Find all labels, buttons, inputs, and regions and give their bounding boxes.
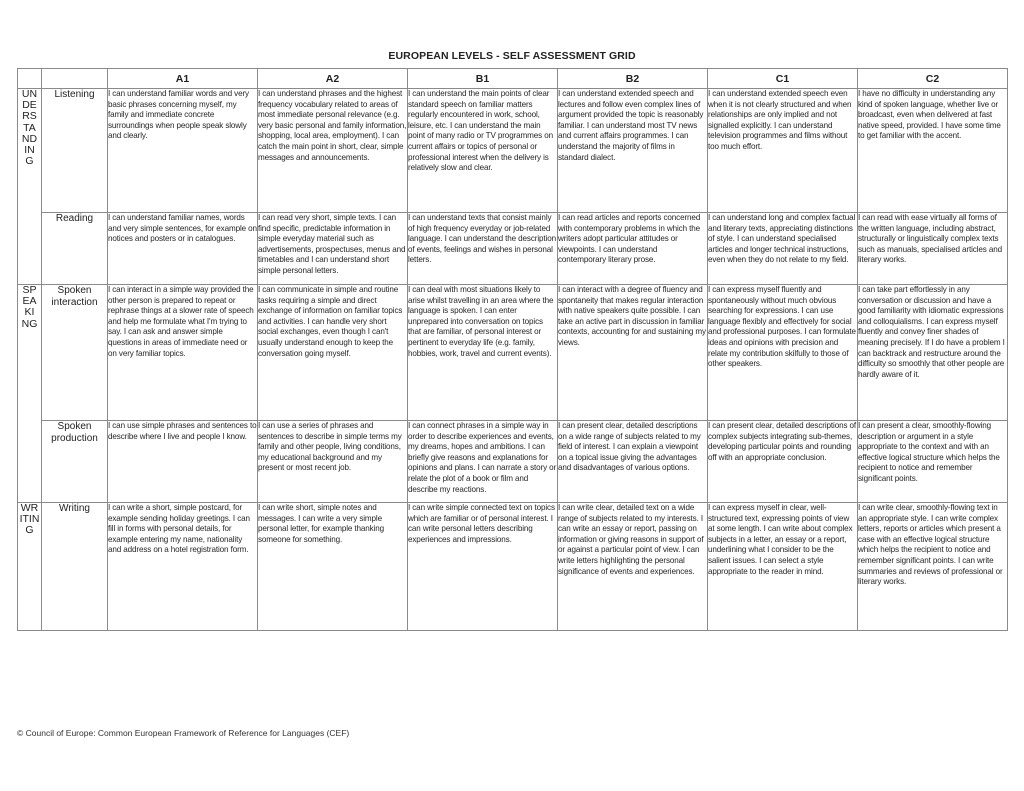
level-header-a1: A1 xyxy=(108,69,258,89)
level-header-c1: C1 xyxy=(708,69,858,89)
level-header-a2: A2 xyxy=(258,69,408,89)
cell-writing-b2: I can write clear, detailed text on a wide range of subjects related to my interests. I can write an essay or report, passing on information or giving reasons in support of or against a particular point of view. I can write letters highlighting the personal significance of events and experiences. xyxy=(558,503,708,631)
cell-reading-c2: I can read with ease virtually all forms of the written language, including abstract, structurally or linguistically complex texts such as manuals, specialised articles and literary works. xyxy=(858,213,1008,285)
level-header-c2: C2 xyxy=(858,69,1008,89)
cell-production-c2: I can present a clear, smoothly-flowing description or argument in a style appropriate to the context and with an effective logical structure which helps the recipient to notice and remember significant points. xyxy=(858,421,1008,503)
cell-reading-b2: I can read articles and reports concerned with contemporary problems in which the writers adopt particular attitudes or viewpoints. I can understand contemporary literary prose. xyxy=(558,213,708,285)
cell-listening-c1: I can understand extended speech even when it is not clearly structured and when relationships are only implied and not signalled explicitly. I can understand television programmes and films without too much effort. xyxy=(708,89,858,213)
cell-listening-a1: I can understand familiar words and very basic phrases concerning myself, my family and immediate concrete surroundings when people speak slowly and clearly. xyxy=(108,89,258,213)
cell-writing-a2: I can write short, simple notes and messages. I can write a very simple personal letter, for example thanking someone for something. xyxy=(258,503,408,631)
cell-reading-a1: I can understand familiar names, words and very simple sentences, for example on notices and posters or in catalogues. xyxy=(108,213,258,285)
group-label-writing xyxy=(18,503,42,631)
corner-cell xyxy=(42,69,108,89)
self-assessment-grid xyxy=(17,68,1008,631)
skill-label-listening: Listening xyxy=(42,89,108,213)
table-row xyxy=(18,421,1008,503)
cell-production-b2: I can present clear, detailed descriptions on a wide range of subjects related to my field of interest. I can explain a viewpoint on a topical issue giving the advantages and disadvantages of various options. xyxy=(558,421,708,503)
cell-writing-c1: I can express myself in clear, well-structured text, expressing points of view at some length. I can write about complex subjects in a letter, an essay or a report, underlining what I consider to be the salient issues. I can select a style appropriate to the reader in mind. xyxy=(708,503,858,631)
group-label-text: UNDERSTANDING xyxy=(21,88,38,168)
cell-interaction-a1: I can interact in a simple way provided the other person is prepared to repeat or rephrase things at a slower rate of speech and help me formulate what I'm trying to say. I can ask and answer simple questions in areas of immediate need or on very familiar topics. xyxy=(108,285,258,421)
cell-reading-c1: I can understand long and complex factual and literary texts, appreciating distinctions of style. I can understand specialised articles and longer technical instructions, even when they do not relate to my field. xyxy=(708,213,858,285)
cell-interaction-c2: I can take part effortlessly in any conversation or discussion and have a good familiarity with idiomatic expressions and colloquialisms. I can express myself fluently and convey finer shades of meaning precisely. If I do have a problem I can backtrack and restructure around the difficulty so smoothly that other people are hardly aware of it. xyxy=(858,285,1008,421)
group-label-understanding xyxy=(18,89,42,285)
group-label-text: WRITING xyxy=(19,502,40,537)
cell-writing-a1: I can write a short, simple postcard, for example sending holiday greetings. I can fill in forms with personal details, for example entering my name, nationality and address on a hotel registration form. xyxy=(108,503,258,631)
table-row xyxy=(18,89,1008,213)
cell-listening-b2: I can understand extended speech and lectures and follow even complex lines of argument provided the topic is reasonably familiar. I can understand most TV news and current affairs programmes. I can understand the majority of films in standard dialect. xyxy=(558,89,708,213)
skill-label-writing: Writing xyxy=(42,503,108,631)
cell-production-c1: I can present clear, detailed descriptions of complex subjects integrating sub-themes, developing particular points and rounding off with an appropriate conclusion. xyxy=(708,421,858,503)
header-row xyxy=(18,69,1008,89)
group-label-speaking xyxy=(18,285,42,503)
level-header-b1: B1 xyxy=(408,69,558,89)
cell-listening-c2: I have no difficulty in understanding any kind of spoken language, whether live or broadcast, even when delivered at fast native speed, provided. I have some time to get familiar with the accent. xyxy=(858,89,1008,213)
table-row xyxy=(18,503,1008,631)
cell-production-a2: I can use a series of phrases and sentences to describe in simple terms my family and other people, living conditions, my educational background and my present or most recent job. xyxy=(258,421,408,503)
skill-label-reading: Reading xyxy=(42,213,108,285)
cell-reading-a2: I can read very short, simple texts. I can find specific, predictable information in simple everyday material such as advertisements, prospectuses, menus and timetables and I can understand short simple personal letters. xyxy=(258,213,408,285)
skill-label-spoken-interaction: Spoken interaction xyxy=(42,285,108,421)
cell-interaction-a2: I can communicate in simple and routine tasks requiring a simple and direct exchange of information on familiar topics and activities. I can handle very short social exchanges, even though I can't usually understand enough to keep the conversation going myself. xyxy=(258,285,408,421)
cell-listening-a2: I can understand phrases and the highest frequency vocabulary related to areas of most immediate personal relevance (e.g. very basic personal and family information, shopping, local area, employment). I can catch the main point in short, clear, simple messages and announcements. xyxy=(258,89,408,213)
table-row xyxy=(18,213,1008,285)
copyright-footer: © Council of Europe: Common European Framework of Reference for Languages (CEF) xyxy=(17,728,350,738)
group-label-text: SPEAKING xyxy=(21,284,38,330)
cell-production-b1: I can connect phrases in a simple way in order to describe experiences and events, my dreams, hopes and ambitions. I can briefly give reasons and explanations for opinions and plans. I can narrate a story or relate the plot of a book or film and describe my reactions. xyxy=(408,421,558,503)
cell-interaction-c1: I can express myself fluently and spontaneously without much obvious searching for expressions. I can use language flexibly and effectively for social and professional purposes. I can formulate ideas and opinions with precision and relate my contribution skilfully to those of other speakers. xyxy=(708,285,858,421)
skill-label-spoken-production: Spoken production xyxy=(42,421,108,503)
cell-listening-b1: I can understand the main points of clear standard speech on familiar matters regularly encountered in work, school, leisure, etc. I can understand the main point of many radio or TV programmes on current affairs or topics of personal or professional interest when the delivery is relatively slow and clear. xyxy=(408,89,558,213)
table-row xyxy=(18,285,1008,421)
cell-reading-b1: I can understand texts that consist mainly of high frequency everyday or job-related language. I can understand the description of events, feelings and wishes in personal letters. xyxy=(408,213,558,285)
level-header-b2: B2 xyxy=(558,69,708,89)
corner-cell xyxy=(18,69,42,89)
cell-writing-c2: I can write clear, smoothly-flowing text in an appropriate style. I can write complex letters, reports or articles which present a case with an effective logical structure which helps the recipient to notice and remember significant points. I can write summaries and reviews of professional or literary works. xyxy=(858,503,1008,631)
cell-production-a1: I can use simple phrases and sentences to describe where I live and people I know. xyxy=(108,421,258,503)
cell-interaction-b2: I can interact with a degree of fluency and spontaneity that makes regular interaction with native speakers quite possible. I can take an active part in discussion in familiar contexts, accounting for and sustaining my views. xyxy=(558,285,708,421)
cell-writing-b1: I can write simple connected text on topics which are familiar or of personal interest. I can write personal letters describing experiences and impressions. xyxy=(408,503,558,631)
page-title: EUROPEAN LEVELS - SELF ASSESSMENT GRID xyxy=(388,50,636,62)
cell-interaction-b1: I can deal with most situations likely to arise whilst travelling in an area where the language is spoken. I can enter unprepared into conversation on topics that are familiar, of personal interest or pertinent to everyday life (e.g. family, hobbies, work, travel and current events). xyxy=(408,285,558,421)
